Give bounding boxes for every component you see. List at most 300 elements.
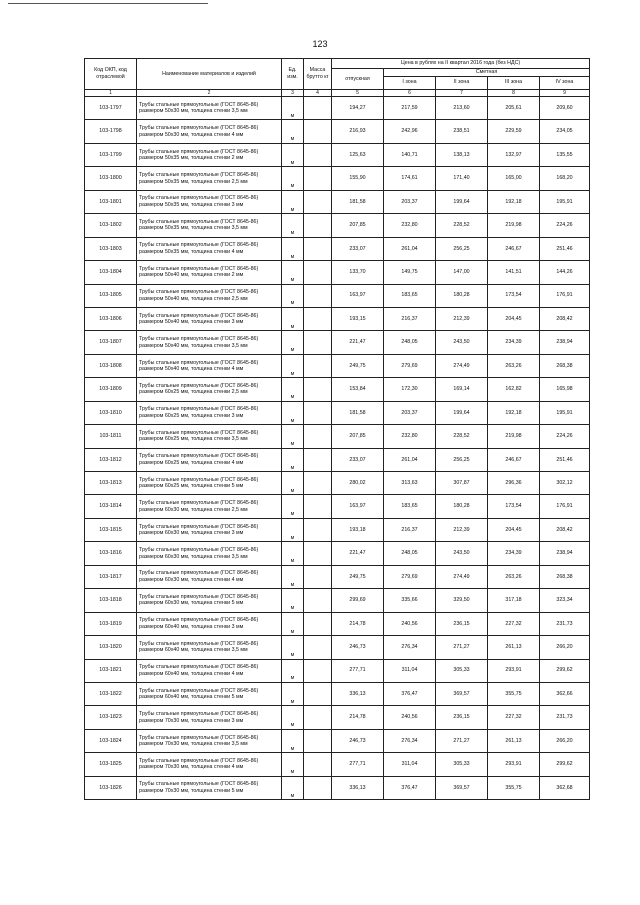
cell-name: Трубы стальные прямоугольные (ГОСТ 8645-86) размером 60х40 мм, толщина стенки 5 мм (137, 682, 282, 705)
col-number-3: 3 (282, 89, 304, 97)
cell-zone-4-price: 251,46 (540, 448, 590, 471)
table-row (85, 472, 590, 495)
cell-release-price: 246,73 (332, 729, 384, 752)
col-number-1: 1 (85, 89, 137, 97)
cell-unit: м (282, 589, 304, 612)
header-name: Наименование материалов и изделий (137, 59, 282, 90)
cell-name: Трубы стальные прямоугольные (ГОСТ 8645-86) размером 50х30 мм, толщина стенки 3,5 мм (137, 97, 282, 120)
cell-zone-4-price: 144,26 (540, 261, 590, 284)
cell-zone-3-price: 219,98 (488, 425, 540, 448)
cell-zone-3-price: 141,51 (488, 261, 540, 284)
cell-zone-2-price: 305,33 (436, 753, 488, 776)
cell-zone-2-price: 228,52 (436, 425, 488, 448)
cell-zone-1-price: 248,05 (384, 542, 436, 565)
header-mass: Масса брутто кг (304, 59, 332, 90)
cell-unit: м (282, 167, 304, 190)
cell-unit: м (282, 636, 304, 659)
cell-name: Трубы стальные прямоугольные (ГОСТ 8645-86) размером 50х35 мм, толщина стенки 4 мм (137, 237, 282, 260)
cell-zone-2-price: 180,28 (436, 284, 488, 307)
col-number-9: 9 (540, 89, 590, 97)
cell-unit: м (282, 518, 304, 541)
cell-unit: м (282, 307, 304, 330)
cell-release-price: 299,69 (332, 589, 384, 612)
header-code: Код ОКП, код отраслевой (85, 59, 137, 90)
header-zone-1: I зона (384, 76, 436, 89)
cell-zone-2-price: 256,25 (436, 448, 488, 471)
cell-zone-2-price: 238,51 (436, 120, 488, 143)
cell-zone-1-price: 183,65 (384, 284, 436, 307)
cell-unit: м (282, 425, 304, 448)
cell-zone-2-price: 305,33 (436, 659, 488, 682)
cell-code: 103-1812 (85, 448, 137, 471)
table-row (85, 495, 590, 518)
cell-release-price: 280,02 (332, 472, 384, 495)
cell-name: Трубы стальные прямоугольные (ГОСТ 8645-86) размером 50х35 мм, толщина стенки 2 мм (137, 143, 282, 166)
cell-unit: м (282, 472, 304, 495)
cell-zone-3-price: 204,45 (488, 518, 540, 541)
cell-unit: м (282, 237, 304, 260)
cell-zone-3-price: 227,32 (488, 706, 540, 729)
cell-code: 103-1820 (85, 636, 137, 659)
cell-name: Трубы стальные прямоугольные (ГОСТ 8645-86) размером 70х30 мм, толщина стенки 4 мм (137, 753, 282, 776)
cell-release-price: 216,93 (332, 120, 384, 143)
cell-mass (304, 237, 332, 260)
cell-unit: м (282, 143, 304, 166)
cell-zone-4-price: 299,62 (540, 753, 590, 776)
cell-release-price: 336,13 (332, 682, 384, 705)
cell-release-price: 246,73 (332, 636, 384, 659)
cell-zone-3-price: 355,75 (488, 776, 540, 799)
top-rule (8, 3, 208, 4)
price-table (84, 58, 590, 800)
cell-mass (304, 143, 332, 166)
cell-unit: м (282, 565, 304, 588)
table-row (85, 331, 590, 354)
cell-name: Трубы стальные прямоугольные (ГОСТ 8645-86) размером 60х30 мм, толщина стенки 4 мм (137, 565, 282, 588)
table-row (85, 237, 590, 260)
cell-unit: м (282, 190, 304, 213)
table-row (85, 143, 590, 166)
cell-zone-3-price: 132,97 (488, 143, 540, 166)
cell-mass (304, 97, 332, 120)
cell-unit: м (282, 261, 304, 284)
cell-zone-3-price: 192,18 (488, 190, 540, 213)
cell-code: 103-1825 (85, 753, 137, 776)
cell-zone-2-price: 213,60 (436, 97, 488, 120)
table-row (85, 659, 590, 682)
cell-unit: м (282, 97, 304, 120)
table-row (85, 214, 590, 237)
cell-zone-3-price: 192,18 (488, 401, 540, 424)
cell-mass (304, 261, 332, 284)
cell-zone-3-price: 173,54 (488, 284, 540, 307)
table-row (85, 97, 590, 120)
cell-zone-3-price: 296,36 (488, 472, 540, 495)
cell-mass (304, 425, 332, 448)
cell-code: 103-1809 (85, 378, 137, 401)
table-row (85, 565, 590, 588)
cell-zone-1-price: 313,63 (384, 472, 436, 495)
cell-release-price: 249,75 (332, 354, 384, 377)
cell-code: 103-1824 (85, 729, 137, 752)
cell-zone-1-price: 140,71 (384, 143, 436, 166)
cell-zone-1-price: 276,34 (384, 729, 436, 752)
cell-mass (304, 190, 332, 213)
cell-release-price: 221,47 (332, 542, 384, 565)
cell-name: Трубы стальные прямоугольные (ГОСТ 8645-86) размером 60х30 мм, толщина стенки 5 мм (137, 589, 282, 612)
cell-zone-3-price: 234,39 (488, 542, 540, 565)
cell-name: Трубы стальные прямоугольные (ГОСТ 8645-86) размером 50х30 мм, толщина стенки 4 мм (137, 120, 282, 143)
cell-mass (304, 307, 332, 330)
cell-zone-1-price: 279,69 (384, 354, 436, 377)
cell-zone-4-price: 266,20 (540, 636, 590, 659)
cell-release-price: 214,78 (332, 612, 384, 635)
cell-zone-2-price: 138,13 (436, 143, 488, 166)
cell-code: 103-1803 (85, 237, 137, 260)
cell-code: 103-1815 (85, 518, 137, 541)
header-release: отпускная (332, 69, 384, 90)
cell-code: 103-1802 (85, 214, 137, 237)
cell-zone-3-price: 261,13 (488, 636, 540, 659)
cell-release-price: 133,70 (332, 261, 384, 284)
cell-release-price: 163,97 (332, 495, 384, 518)
cell-zone-3-price: 246,67 (488, 448, 540, 471)
cell-unit: м (282, 682, 304, 705)
table-row (85, 354, 590, 377)
cell-zone-4-price: 251,46 (540, 237, 590, 260)
cell-zone-3-price: 293,91 (488, 753, 540, 776)
cell-unit: м (282, 542, 304, 565)
cell-code: 103-1805 (85, 284, 137, 307)
col-number-8: 8 (488, 89, 540, 97)
cell-zone-2-price: 228,52 (436, 214, 488, 237)
table-row (85, 448, 590, 471)
cell-name: Трубы стальные прямоугольные (ГОСТ 8645-86) размером 60х25 мм, толщина стенки 5 мм (137, 472, 282, 495)
cell-unit: м (282, 354, 304, 377)
cell-mass (304, 354, 332, 377)
cell-code: 103-1804 (85, 261, 137, 284)
cell-release-price: 194,27 (332, 97, 384, 120)
cell-name: Трубы стальные прямоугольные (ГОСТ 8645-86) размером 60х30 мм, толщина стенки 3 мм (137, 518, 282, 541)
cell-zone-3-price: 165,00 (488, 167, 540, 190)
cell-release-price: 277,71 (332, 659, 384, 682)
table-row (85, 378, 590, 401)
cell-unit: м (282, 284, 304, 307)
cell-name: Трубы стальные прямоугольные (ГОСТ 8645-86) размером 60х30 мм, толщина стенки 3,5 мм (137, 542, 282, 565)
cell-mass (304, 120, 332, 143)
cell-zone-3-price: 246,67 (488, 237, 540, 260)
cell-code: 103-1806 (85, 307, 137, 330)
cell-zone-1-price: 203,37 (384, 190, 436, 213)
cell-name: Трубы стальные прямоугольные (ГОСТ 8645-86) размером 50х40 мм, толщина стенки 4 мм (137, 354, 282, 377)
cell-zone-1-price: 376,47 (384, 682, 436, 705)
cell-mass (304, 284, 332, 307)
cell-zone-3-price: 219,98 (488, 214, 540, 237)
col-number-5: 5 (332, 89, 384, 97)
cell-code: 103-1817 (85, 565, 137, 588)
cell-zone-2-price: 243,50 (436, 331, 488, 354)
table-row (85, 682, 590, 705)
cell-zone-4-price: 209,60 (540, 97, 590, 120)
cell-code: 103-1819 (85, 612, 137, 635)
table-body (85, 97, 590, 800)
cell-mass (304, 378, 332, 401)
cell-mass (304, 659, 332, 682)
cell-zone-1-price: 217,59 (384, 97, 436, 120)
cell-mass (304, 682, 332, 705)
cell-name: Трубы стальные прямоугольные (ГОСТ 8645-86) размером 50х40 мм, толщина стенки 2,5 мм (137, 284, 282, 307)
cell-name: Трубы стальные прямоугольные (ГОСТ 8645-86) размером 70х30 мм, толщина стенки 5 мм (137, 776, 282, 799)
cell-zone-1-price: 376,47 (384, 776, 436, 799)
cell-code: 103-1810 (85, 401, 137, 424)
cell-zone-1-price: 232,80 (384, 425, 436, 448)
cell-code: 103-1821 (85, 659, 137, 682)
cell-zone-1-price: 232,80 (384, 214, 436, 237)
cell-zone-2-price: 274,49 (436, 354, 488, 377)
cell-zone-4-price: 231,73 (540, 612, 590, 635)
cell-zone-1-price: 240,56 (384, 706, 436, 729)
cell-code: 103-1818 (85, 589, 137, 612)
cell-release-price: 221,47 (332, 331, 384, 354)
cell-mass (304, 753, 332, 776)
cell-zone-1-price: 149,75 (384, 261, 436, 284)
cell-zone-2-price: 256,25 (436, 237, 488, 260)
table-row (85, 729, 590, 752)
cell-zone-1-price: 174,61 (384, 167, 436, 190)
header-price-group: Цена в рублях на II квартал 2016 года (без НДС) (332, 59, 590, 69)
cell-name: Трубы стальные прямоугольные (ГОСТ 8645-86) размером 70х30 мм, толщина стенки 3,5 мм (137, 729, 282, 752)
cell-zone-4-price: 176,91 (540, 284, 590, 307)
cell-zone-4-price: 323,34 (540, 589, 590, 612)
cell-release-price: 233,07 (332, 448, 384, 471)
cell-code: 103-1797 (85, 97, 137, 120)
cell-zone-3-price: 263,26 (488, 565, 540, 588)
cell-release-price: 336,13 (332, 776, 384, 799)
cell-zone-4-price: 168,20 (540, 167, 590, 190)
table-row (85, 167, 590, 190)
cell-zone-3-price: 234,39 (488, 331, 540, 354)
cell-zone-4-price: 176,91 (540, 495, 590, 518)
cell-zone-2-price: 236,15 (436, 706, 488, 729)
cell-name: Трубы стальные прямоугольные (ГОСТ 8645-86) размером 50х40 мм, толщина стенки 3,5 мм (137, 331, 282, 354)
cell-release-price: 193,15 (332, 307, 384, 330)
cell-mass (304, 565, 332, 588)
header-zone-2: II зона (436, 76, 488, 89)
cell-name: Трубы стальные прямоугольные (ГОСТ 8645-86) размером 60х25 мм, толщина стенки 3,5 мм (137, 425, 282, 448)
cell-zone-4-price: 362,68 (540, 776, 590, 799)
cell-zone-2-price: 329,50 (436, 589, 488, 612)
cell-name: Трубы стальные прямоугольные (ГОСТ 8645-86) размером 60х40 мм, толщина стенки 3 мм (137, 612, 282, 635)
table-row (85, 120, 590, 143)
cell-zone-2-price: 147,00 (436, 261, 488, 284)
cell-code: 103-1798 (85, 120, 137, 143)
header-unit: Ед. изм. (282, 59, 304, 90)
cell-mass (304, 706, 332, 729)
cell-release-price: 181,58 (332, 190, 384, 213)
cell-zone-3-price: 229,59 (488, 120, 540, 143)
cell-zone-4-price: 208,42 (540, 307, 590, 330)
cell-zone-1-price: 276,34 (384, 636, 436, 659)
cell-zone-3-price: 173,54 (488, 495, 540, 518)
cell-zone-3-price: 317,18 (488, 589, 540, 612)
cell-release-price: 125,63 (332, 143, 384, 166)
cell-zone-1-price: 311,04 (384, 659, 436, 682)
cell-mass (304, 495, 332, 518)
cell-zone-1-price: 240,56 (384, 612, 436, 635)
cell-zone-1-price: 279,69 (384, 565, 436, 588)
cell-zone-2-price: 307,87 (436, 472, 488, 495)
header-estimate: Сметная (384, 69, 590, 77)
table-row (85, 190, 590, 213)
cell-mass (304, 214, 332, 237)
cell-release-price: 277,71 (332, 753, 384, 776)
table-row (85, 261, 590, 284)
table-row (85, 542, 590, 565)
cell-mass (304, 472, 332, 495)
cell-code: 103-1799 (85, 143, 137, 166)
cell-unit: м (282, 495, 304, 518)
cell-mass (304, 729, 332, 752)
cell-zone-2-price: 199,64 (436, 190, 488, 213)
cell-unit: м (282, 659, 304, 682)
cell-release-price: 163,97 (332, 284, 384, 307)
cell-zone-4-price: 302,12 (540, 472, 590, 495)
cell-zone-3-price: 162,82 (488, 378, 540, 401)
cell-code: 103-1800 (85, 167, 137, 190)
cell-code: 103-1814 (85, 495, 137, 518)
cell-release-price: 153,84 (332, 378, 384, 401)
cell-zone-3-price: 204,45 (488, 307, 540, 330)
cell-code: 103-1808 (85, 354, 137, 377)
col-number-2: 2 (137, 89, 282, 97)
cell-unit: м (282, 612, 304, 635)
cell-mass (304, 542, 332, 565)
cell-unit: м (282, 214, 304, 237)
cell-mass (304, 636, 332, 659)
cell-zone-4-price: 238,94 (540, 542, 590, 565)
header-zone-4: IV зона (540, 76, 590, 89)
cell-mass (304, 401, 332, 424)
cell-zone-4-price: 362,66 (540, 682, 590, 705)
cell-zone-3-price: 263,26 (488, 354, 540, 377)
cell-release-price: 233,07 (332, 237, 384, 260)
cell-mass (304, 612, 332, 635)
cell-zone-4-price: 224,26 (540, 425, 590, 448)
cell-code: 103-1801 (85, 190, 137, 213)
cell-code: 103-1813 (85, 472, 137, 495)
cell-zone-2-price: 271,27 (436, 729, 488, 752)
cell-zone-4-price: 299,62 (540, 659, 590, 682)
cell-zone-2-price: 171,40 (436, 167, 488, 190)
cell-name: Трубы стальные прямоугольные (ГОСТ 8645-86) размером 60х40 мм, толщина стенки 3,5 мм (137, 636, 282, 659)
cell-release-price: 181,58 (332, 401, 384, 424)
cell-zone-1-price: 261,04 (384, 237, 436, 260)
cell-unit: м (282, 378, 304, 401)
cell-name: Трубы стальные прямоугольные (ГОСТ 8645-86) размером 50х35 мм, толщина стенки 3,5 мм (137, 214, 282, 237)
cell-code: 103-1807 (85, 331, 137, 354)
cell-mass (304, 448, 332, 471)
cell-release-price: 193,18 (332, 518, 384, 541)
cell-zone-4-price: 234,05 (540, 120, 590, 143)
cell-zone-3-price: 355,75 (488, 682, 540, 705)
cell-zone-1-price: 216,37 (384, 518, 436, 541)
cell-zone-3-price: 293,91 (488, 659, 540, 682)
cell-zone-2-price: 212,39 (436, 518, 488, 541)
table-row (85, 518, 590, 541)
header-zone-3: III зона (488, 76, 540, 89)
cell-zone-1-price: 183,65 (384, 495, 436, 518)
cell-release-price: 249,75 (332, 565, 384, 588)
cell-zone-1-price: 248,05 (384, 331, 436, 354)
table-row (85, 401, 590, 424)
cell-zone-4-price: 165,98 (540, 378, 590, 401)
cell-zone-1-price: 216,37 (384, 307, 436, 330)
cell-unit: м (282, 753, 304, 776)
cell-zone-4-price: 231,73 (540, 706, 590, 729)
col-number-7: 7 (436, 89, 488, 97)
cell-code: 103-1816 (85, 542, 137, 565)
cell-zone-4-price: 266,20 (540, 729, 590, 752)
cell-unit: м (282, 401, 304, 424)
cell-zone-4-price: 224,26 (540, 214, 590, 237)
cell-zone-1-price: 261,04 (384, 448, 436, 471)
cell-zone-1-price: 242,96 (384, 120, 436, 143)
cell-zone-2-price: 212,39 (436, 307, 488, 330)
cell-zone-2-price: 180,28 (436, 495, 488, 518)
cell-zone-1-price: 311,04 (384, 753, 436, 776)
cell-zone-3-price: 261,13 (488, 729, 540, 752)
cell-code: 103-1822 (85, 682, 137, 705)
table-row (85, 284, 590, 307)
cell-zone-2-price: 243,50 (436, 542, 488, 565)
cell-mass (304, 167, 332, 190)
table-row (85, 307, 590, 330)
cell-zone-2-price: 274,49 (436, 565, 488, 588)
cell-zone-4-price: 195,91 (540, 401, 590, 424)
cell-code: 103-1811 (85, 425, 137, 448)
cell-unit: м (282, 331, 304, 354)
cell-code: 103-1826 (85, 776, 137, 799)
cell-name: Трубы стальные прямоугольные (ГОСТ 8645-86) размером 50х35 мм, толщина стенки 3 мм (137, 190, 282, 213)
cell-zone-4-price: 195,91 (540, 190, 590, 213)
cell-code: 103-1823 (85, 706, 137, 729)
cell-mass (304, 589, 332, 612)
cell-unit: м (282, 776, 304, 799)
cell-zone-1-price: 203,37 (384, 401, 436, 424)
cell-zone-3-price: 205,61 (488, 97, 540, 120)
table-row (85, 753, 590, 776)
cell-zone-4-price: 208,42 (540, 518, 590, 541)
cell-zone-2-price: 271,27 (436, 636, 488, 659)
cell-name: Трубы стальные прямоугольные (ГОСТ 8645-86) размером 70х30 мм, толщина стенки 3 мм (137, 706, 282, 729)
col-number-4: 4 (304, 89, 332, 97)
cell-name: Трубы стальные прямоугольные (ГОСТ 8645-86) размером 60х25 мм, толщина стенки 2,5 мм (137, 378, 282, 401)
table-header (85, 59, 590, 97)
cell-release-price: 207,85 (332, 425, 384, 448)
cell-release-price: 155,90 (332, 167, 384, 190)
cell-zone-1-price: 335,66 (384, 589, 436, 612)
table-row (85, 776, 590, 799)
table-row (85, 636, 590, 659)
cell-name: Трубы стальные прямоугольные (ГОСТ 8645-86) размером 60х25 мм, толщина стенки 4 мм (137, 448, 282, 471)
cell-name: Трубы стальные прямоугольные (ГОСТ 8645-86) размером 50х40 мм, толщина стенки 3 мм (137, 307, 282, 330)
cell-name: Трубы стальные прямоугольные (ГОСТ 8645-86) размером 50х40 мм, толщина стенки 2 мм (137, 261, 282, 284)
table-row (85, 612, 590, 635)
cell-zone-1-price: 172,30 (384, 378, 436, 401)
cell-zone-2-price: 169,14 (436, 378, 488, 401)
cell-zone-2-price: 199,64 (436, 401, 488, 424)
table-row (85, 425, 590, 448)
